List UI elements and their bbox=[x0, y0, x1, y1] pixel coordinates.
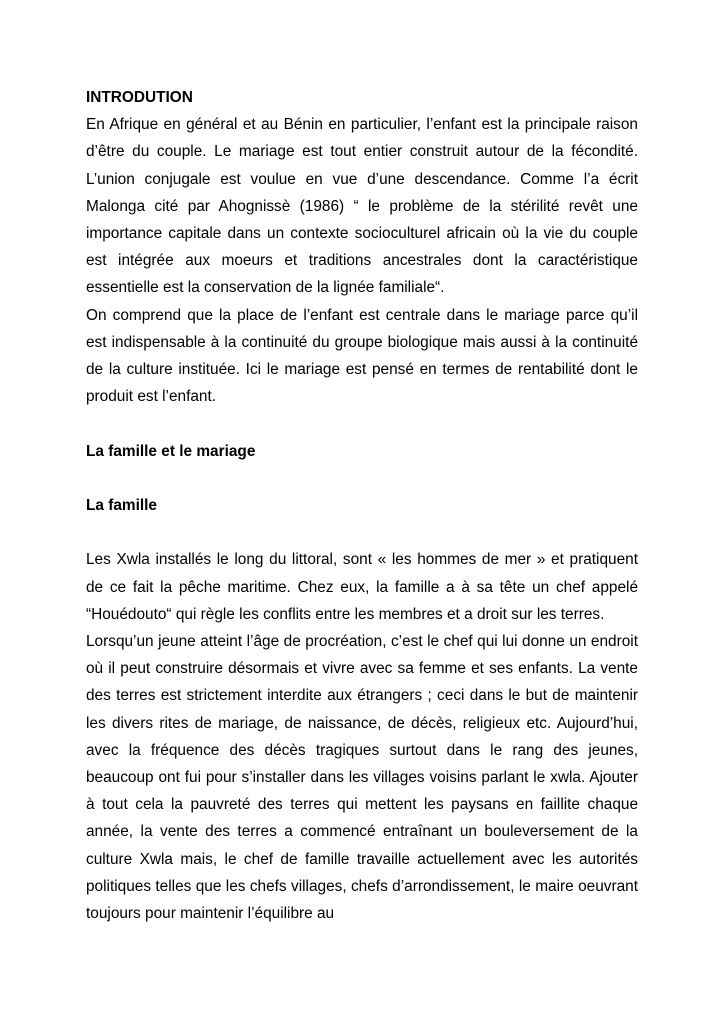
heading-famille-et-mariage: La famille et le mariage bbox=[86, 442, 256, 460]
intro-paragraph-2: On comprend que la place de l’enfant est centrale dans le mariage parce qu’il est indispensable à la continuité du groupe biologique mais aussi à la continuité de la culture instituée. Ici le mariage est pensé en termes de rentabilité dont le produit est l’enfant. bbox=[86, 306, 638, 406]
document-page bbox=[86, 84, 638, 927]
intro-paragraph-1: En Afrique en général et au Bénin en particulier, l’enfant est la principale raison d’être du couple. Le mariage est tout entier construit autour de la fécondité. L’union conjugale est voulue en vue d’une descendance. Comme l’a écrit Malonga cité par Ahognissè (1986) “ le problème de la stérilité revêt une importance capitale dans un contexte socioculturel africain où la vie du couple est intégrée aux moeurs et traditions ancestrales dont la caractéristique essentielle est la conservation de la lignée familiale“. bbox=[86, 116, 638, 297]
heading-la-famille: La famille bbox=[86, 497, 157, 515]
famille-paragraph-1: Les Xwla installés le long du littoral, sont « les hommes de mer » et pratiquent de ce fait la pêche maritime. Chez eux, la famille a à sa tête un chef appelé “Houédouto“ qui règle les conflits entre les membres et a droit sur les terres. bbox=[86, 551, 638, 623]
spacer bbox=[86, 465, 638, 492]
heading-introduction: INTRODUTION bbox=[86, 89, 193, 106]
spacer bbox=[86, 410, 638, 437]
famille-paragraph-2: Lorsqu’un jeune atteint l’âge de procréation, c’est le chef qui lui donne un endroit où il peut construire désormais et vivre avec sa femme et ses enfants. La vente des terres est strictement interdite aux étrangers ; ceci dans le but de maintenir les divers rites de mariage, de naissance, de décès, religieux etc. Aujourd’hui, avec la fréquence des décès tragiques surtout dans le rang des jeunes, beaucoup ont fui pour s’installer dans les villages voisins parlant le xwla. Ajouter à tout cela la pauvreté des terres qui mettent les paysans en faillite chaque année, la vente des terres a commencé entraînant un bouleversement de la culture Xwla mais, le chef de famille travaille actuellement avec les autorités politiques telles que les chefs villages, chefs d’arrondissement, le maire oeuvrant toujours pour maintenir l’équilibre au bbox=[86, 633, 638, 923]
spacer bbox=[86, 519, 638, 546]
